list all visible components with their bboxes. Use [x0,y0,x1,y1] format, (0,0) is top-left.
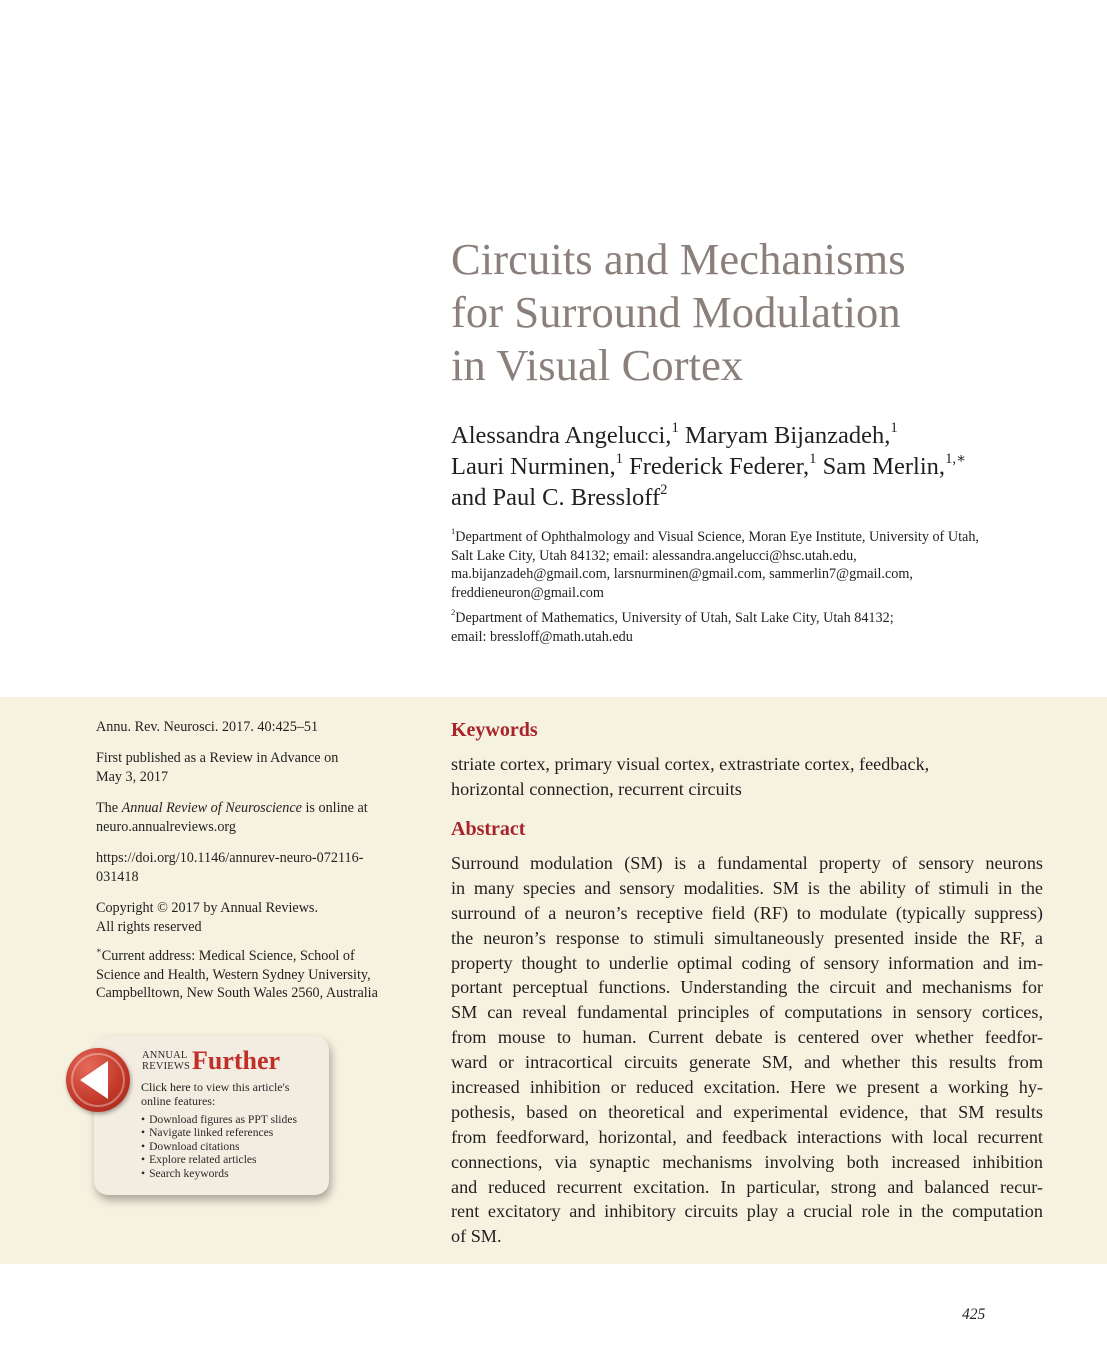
publication-note [96,749,426,786]
keywords-line: horizontal connection, recurrent circuits [451,779,742,799]
doi-line[interactable]: 031418 [96,868,139,885]
abstract-line: connections, via synaptic mechanisms involving both increased inhibition [451,1151,1043,1172]
click-line [141,1080,289,1094]
abstract-line: of SM. [451,1226,502,1247]
click-here-link[interactable]: Click here [141,1080,191,1094]
abstract-line: portant perceptual functions. Understanding the circuit and mechanisms for [451,977,1043,998]
affiliation-mark: 2 [451,607,456,618]
doi-link[interactable] [96,849,426,886]
feature-item-related-articles[interactable]: • Explore related articles [141,1153,297,1166]
journal-url-link[interactable]: neuro.annualreviews.org [96,818,236,835]
affiliation-text: Department of Mathematics, University of Utah, Salt Lake City, Utah 84132; [455,610,894,626]
affiliation-2 [451,609,1071,646]
affiliation-line: ma.bijanzadeh@gmail.com, larsnurminen@gmail.com, sammerlin7@gmail.com, [451,566,913,582]
affiliation-text: Department of Ophthalmology and Visual Science, Moran Eye Institute, University of Utah, [455,529,979,545]
publication-date: May 3, 2017 [96,768,169,785]
author-name: Frederick Federer, [623,453,810,480]
online-line [96,799,426,818]
affiliation-mark: 2 [660,482,668,499]
affiliation-line: freddieneuron@gmail.com [451,584,604,601]
title-line: Circuits and Mechanisms [451,234,906,284]
page-number: 425 [962,1306,986,1323]
feature-item-search-keywords[interactable]: • Search keywords [141,1167,297,1180]
abstract-line: surround of a neuron’s receptive field (RF) to modulate (typically suppress) [451,902,1043,923]
click-rest-text: to view this article's [190,1080,290,1094]
affiliation-mark: 1,∗ [945,451,967,468]
keywords-line: striate cortex, primary visual cortex, extrastriate cortex, feedback, [451,754,930,774]
affiliation-mark: 1 [615,451,623,468]
author-line [451,482,1091,513]
affiliation-line: email: bressloff@math.utah.edu [451,628,633,645]
abstract-line: ward or intracortical circuits generate SM, and whether this results from [451,1052,1043,1073]
play-left-icon [80,1061,108,1099]
feature-item-download-figures[interactable]: • Download figures as PPT slides [141,1113,297,1126]
affiliation-line [451,528,1071,547]
address-line [96,947,426,966]
online-post: is online at [301,800,368,816]
affiliation-1 [451,528,1071,602]
author-name: Alessandra Angelucci, [451,422,672,449]
abstract-line: in many species and sensory modalities. SM is the ability of stimuli in the [451,877,1043,898]
author-name: and Paul C. Bressloff [451,484,661,511]
abstract-line: Surround modulation (SM) is a fundamental property of sensory neurons [451,853,1043,873]
feature-item-linked-references[interactable]: • Navigate linked references [141,1126,297,1139]
address-text: Current address: Medical Science, School of [101,948,355,964]
abstract-heading: Abstract [451,818,526,840]
affiliation-mark: 1 [890,420,898,437]
abstract-line: the neuron’s response to stimuli simultaneously presented inside the RF, a [451,927,1043,948]
online-note [96,799,426,836]
back-arrow-icon[interactable] [66,1048,130,1112]
feature-list [141,1113,297,1180]
abstract-line: from feedforward, horizontal, and feedback interactions with local recurrent [451,1126,1043,1147]
footnote-mark: ∗ [96,945,102,956]
feature-item-download-citations[interactable]: • Download citations [141,1140,297,1153]
affiliation-mark: 1 [671,420,679,437]
keywords-heading: Keywords [451,719,538,741]
affiliation-mark: 1 [451,526,456,537]
author-list [451,420,1091,513]
author-name: Maryam Bijanzadeh, [678,422,891,449]
publication-line: First published as a Review in Advance on [96,750,339,766]
title-line: in Visual Cortex [451,340,744,390]
abstract-line: SM can reveal fundamental principles of computations in sensory cortices, [451,1002,1043,1023]
doi-line[interactable]: https://doi.org/10.1146/annurev-neuro-072116- [96,850,364,866]
article-title [451,233,1071,392]
journal-citation [96,718,426,737]
journal-name: Annual Review of Neuroscience [121,800,302,816]
click-line: online features: [141,1094,216,1108]
author-line [451,420,1091,451]
affiliation-mark: 1 [809,451,817,468]
annual-reviews-logo [142,1051,190,1072]
online-pre: The [96,800,122,816]
affiliation-line [451,609,1071,628]
address-line: Campbelltown, New South Wales 2560, Australia [96,985,378,1001]
title-line: for Surround Modulation [451,287,901,337]
affiliation-line: Salt Lake City, Utah 84132; email: alessandra.angelucci@hsc.utah.edu, [451,547,857,564]
author-line [451,451,1091,482]
further-instructions [141,1080,289,1108]
citation-text: Annu. Rev. Neurosci. 2017. 40:425–51 [96,719,319,735]
abstract-line: from mouse to human. Current debate is centered over whether feedfor- [451,1027,1043,1048]
current-address-note [96,947,426,1003]
keywords-list [451,752,1051,802]
abstract-line: increased inhibition or reduced excitation. Here we present a working hy- [451,1077,1043,1098]
further-title: Further [192,1046,281,1075]
logo-text-bottom: REVIEWS [142,1060,191,1072]
abstract-line: property thought to underlie optimal coding of sensory information and im- [451,952,1043,973]
address-line: Science and Health, Western Sydney University, [96,966,371,983]
copyright-notice [96,899,426,936]
abstract-body [451,851,1043,1249]
abstract-line: and reduced recurrent excitation. In particular, strong and balanced recur- [451,1176,1043,1197]
author-name: Sam Merlin, [816,453,946,480]
copyright-line: All rights reserved [96,918,202,935]
abstract-line: pothesis, based on theoretical and experimental evidence, that SM results [451,1101,1043,1122]
abstract-line: rent excitatory and inhibitory circuits play a crucial role in the computation [451,1201,1043,1222]
copyright-line: Copyright © 2017 by Annual Reviews. [96,900,319,916]
author-name: Lauri Nurminen, [451,453,616,480]
logo-text-top: ANNUAL [142,1050,188,1061]
